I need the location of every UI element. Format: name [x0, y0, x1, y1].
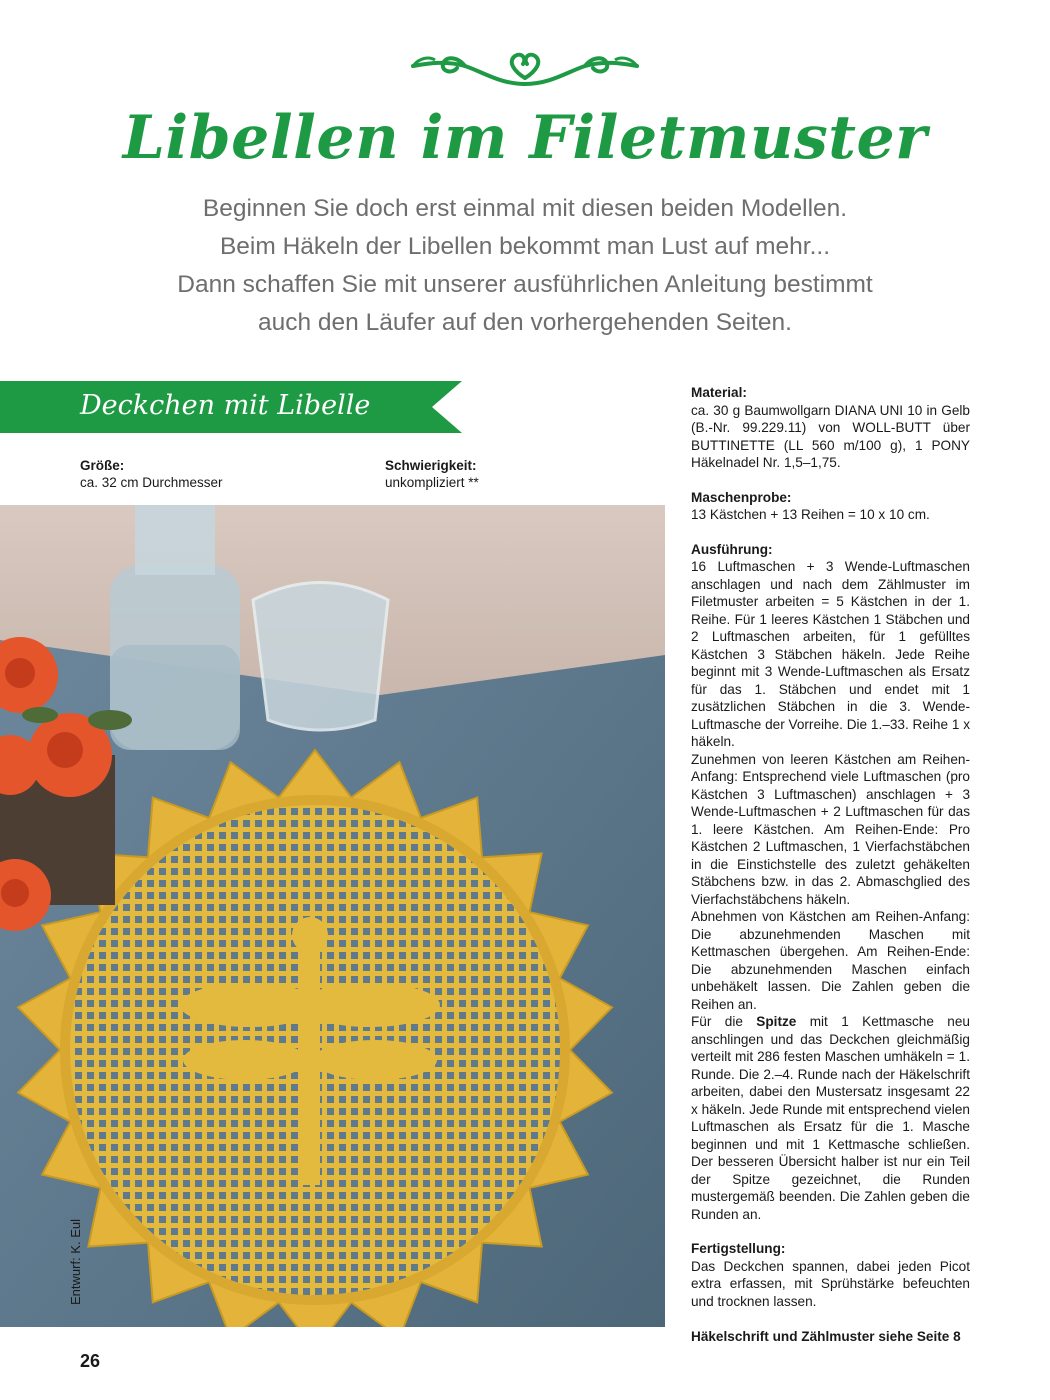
page-title: Libellen im Filetmuster: [122, 103, 928, 173]
finish-text: Das Deckchen spannen, dabei jeden Picot extra erfassen, mit Sprühstärke befeuchten und trocknen lassen.: [691, 1258, 970, 1309]
intro-line: Beginnen Sie doch erst einmal mit diesen beiden Modellen.: [202, 195, 848, 222]
material-section: [691, 384, 970, 472]
doily-photo: [0, 505, 665, 1327]
scroll-ornament-icon: [405, 44, 645, 94]
execution-paragraph: Abnehmen von Kästchen am Reihen-Anfang: Die abzunehmenden Maschen mit Kettmaschen übergehen. Am Reihen-Ende: Die abzunehmenden Maschen einfach unbehäkelt lassen. Die Zahlen geben die Reihen an.: [691, 909, 970, 1012]
size-info: [80, 457, 223, 491]
size-value: ca. 32 cm Durchmesser: [80, 475, 223, 490]
gauge-section: [691, 489, 970, 524]
finish-heading: Fertigstellung:: [691, 1241, 786, 1256]
execution-paragraph: Zunehmen von leeren Kästchen am Reihen-Anfang: Entsprechend viele Luftmaschen (pro Kästchen 3 Luftmaschen) anschlagen + 3 Wende-Luftmaschen + 2 Luftmaschen für das 1. leere Kästchen. Am Reihen-Ende: Pro Kästchen 2 Luftmaschen, 1 Vierfachstäbchen in die Einstichstelle des zuletzt gehäkelten Stäbchens bzw. in das 2. Abmaschglied des Vierfachstäbchens häkeln.: [691, 751, 970, 907]
execution-emphasis: Spitze: [756, 1014, 797, 1029]
page-number: 26: [80, 1351, 101, 1371]
execution-paragraph: [691, 1013, 970, 1223]
execution-heading: Ausführung:: [691, 541, 773, 557]
instructions-column: [691, 384, 970, 1346]
pattern-reference: Häkelschrift und Zählmuster siehe Seite 8: [691, 1329, 961, 1344]
intro-line: Dann schaffen Sie mit unserer ausführlichen Anleitung bestimmt: [177, 271, 873, 298]
finish-section: [691, 1240, 970, 1310]
execution-text: mit 1 Kettmasche neu anschlingen und das Deckchen gleichmäßig verteilt mit 286 festen Maschen umhäkeln = 1. Runde. Die 2.–4. Runde nach der Häkelschrift arbeiten, dabei den Mustersatz insgesamt 22 x häkeln. Jede Runde mit entsprechend vielen Luftmaschen als Ersatz für die 1. Masche beginnen und mit 1 Kettmasche schließen. Der besseren Übersicht halber ist nur ein Teil der Spitze gezeichnet, die Runden mustergemäß beenden. Die Zahlen geben die Runden an.: [691, 1014, 970, 1222]
section-title: Deckchen mit Libelle: [80, 390, 371, 421]
gauge-text: 13 Kästchen + 13 Reihen = 10 x 10 cm.: [691, 507, 930, 522]
photo-credit: Entwurf: K. Eul: [68, 1219, 83, 1305]
difficulty-label: Schwierigkeit:: [385, 458, 477, 473]
execution-paragraph: 16 Luftmaschen + 3 Wende-Luftmaschen anschlagen und nach dem Zählmuster im Filetmuster arbeiten = 5 Kästchen in der 1. Reihe. Für 1 leeres Kästchen 1 Stäbchen und 2 Luftmaschen arbeiten, für 1 gefülltes Kästchen 3 Stäbchen häkeln. Jede Reihe beginnt mit 3 Wende-Luftmaschen als Ersatz für das 1. Stäbchen und endet mit 1 zusätzlichen Stäbchen in die 3. Wende-Luftmasche der Vorreihe. Die 1.–33. Reihe 1 x häkeln.: [691, 559, 970, 749]
material-heading: Material:: [691, 385, 747, 400]
gauge-heading: Maschenprobe:: [691, 489, 792, 505]
execution-section: [691, 541, 970, 1224]
execution-text: Für die: [691, 1014, 757, 1029]
difficulty-value: unkompliziert **: [385, 475, 479, 490]
material-text: ca. 30 g Baumwollgarn DIANA UNI 10 in Gelb (B.-Nr. 99.229.11) von WOLL-BUTT über BUTTINETTE (LL 560 m/100 g), 1 PONY Häkelnadel Nr. 1,5–1,75.: [691, 402, 970, 470]
intro-text: [60, 190, 990, 342]
intro-line: Beim Häkeln der Libellen bekommt man Lust auf mehr...: [219, 233, 831, 260]
intro-line: auch den Läufer auf den vorhergehenden Seiten.: [258, 309, 792, 336]
difficulty-info: [385, 457, 479, 491]
size-label: Größe:: [80, 458, 125, 473]
